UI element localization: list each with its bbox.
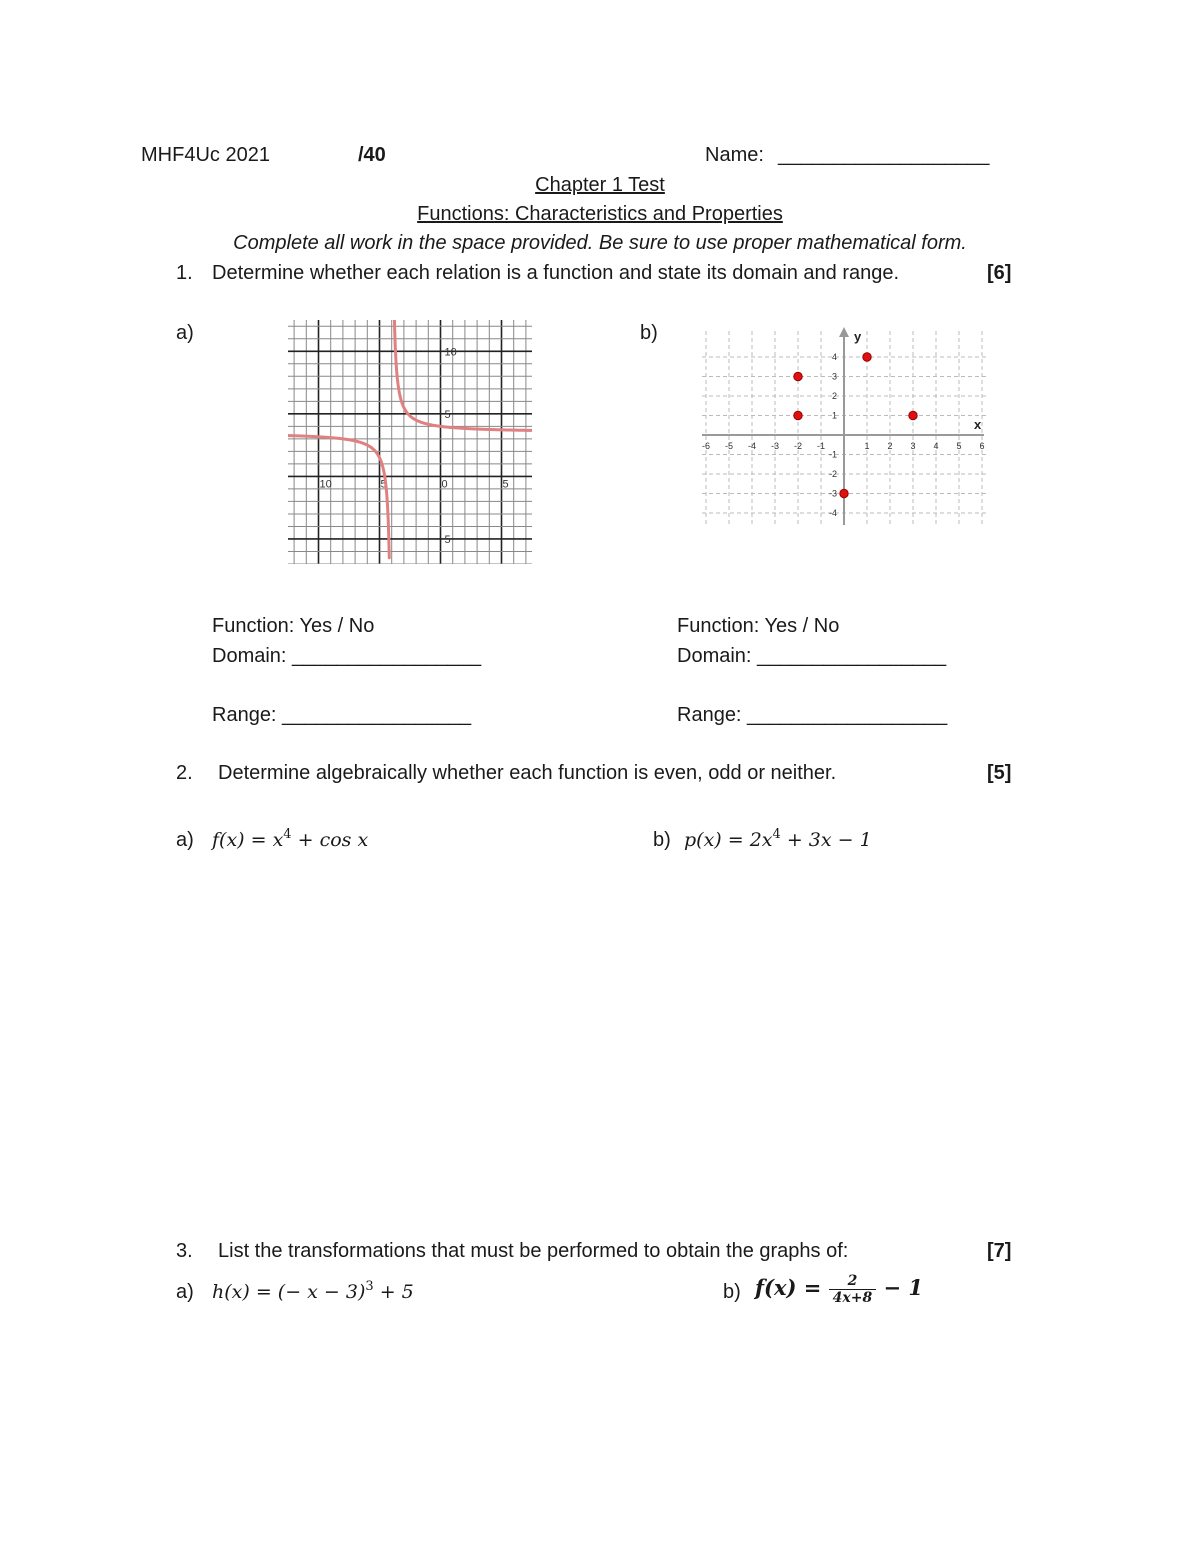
- x-tick-label: 5: [380, 478, 387, 491]
- q2-text: Determine algebraically whether each function is even, odd or neither.: [218, 762, 837, 784]
- x-tick-label: 10: [319, 478, 332, 491]
- total-score: /40: [358, 144, 386, 166]
- x-tick-label: -5: [724, 441, 734, 451]
- q3-a-label: a): [176, 1281, 194, 1303]
- x-tick-label: -4: [747, 441, 757, 451]
- test-subtitle: Functions: Characteristics and Properties: [417, 203, 783, 225]
- name-label: Name:: [705, 144, 764, 166]
- y-tick-label: -4: [828, 508, 837, 518]
- q2-b-lhs: p(x) = 2x: [684, 829, 773, 851]
- q2-b-expression: [684, 829, 872, 851]
- q1-number: 1.: [176, 262, 193, 284]
- y-axis-label: y: [854, 329, 862, 344]
- q1-b-function: Function: Yes / No: [677, 615, 840, 637]
- graph-a-rational: [288, 320, 532, 564]
- q3-a-rhs: + 5: [373, 1281, 414, 1303]
- y-tick-label: -2: [828, 469, 837, 479]
- x-tick-label: -3: [770, 441, 780, 451]
- x-tick-label: -1: [816, 441, 826, 451]
- x-tick-label: -2: [793, 441, 803, 451]
- x-tick-label: 1: [864, 441, 870, 451]
- q3-text: List the transformations that must be performed to obtain the graphs of:: [218, 1240, 849, 1262]
- data-point: [794, 372, 802, 380]
- q2-marks: [5]: [987, 762, 1012, 784]
- q3-a-exponent: 3: [365, 1279, 374, 1294]
- x-axis-label: x: [974, 417, 982, 432]
- q1-a-range[interactable]: Range: _________________: [212, 704, 472, 726]
- q2-a-rhs: + cos x: [291, 829, 369, 851]
- q3-b-rhs: − 1: [876, 1275, 924, 1300]
- q2-b-exponent: 4: [772, 827, 781, 842]
- instructions: Complete all work in the space provided. Be sure to use proper mathematical form.: [233, 232, 967, 254]
- q3-number: 3.: [176, 1240, 193, 1262]
- x-tick-label: -6: [701, 441, 711, 451]
- q2-b-label: b): [653, 829, 671, 851]
- data-point: [794, 411, 802, 419]
- x-tick-label: 2: [887, 441, 893, 451]
- name-blank[interactable]: ___________________: [778, 144, 990, 166]
- q1-text: Determine whether each relation is a function and state its domain and range.: [212, 262, 900, 284]
- y-tick-label: -1: [828, 449, 837, 460]
- y-tick-label: 2: [831, 391, 837, 401]
- data-point: [840, 489, 848, 497]
- q2-a-lhs: f(x) = x: [212, 829, 284, 851]
- y-tick-label: 4: [831, 352, 837, 362]
- y-tick-label: 3: [831, 371, 837, 382]
- q3-b-denominator: 4x+8: [832, 1290, 873, 1306]
- q1-b-range[interactable]: Range: __________________: [677, 704, 948, 726]
- q3-b-lhs: f(x) =: [755, 1275, 829, 1300]
- q2-a-exponent: 4: [283, 827, 292, 842]
- q1-a-function: Function: Yes / No: [212, 615, 375, 637]
- data-point: [863, 353, 871, 361]
- y-tick-label: -3: [828, 488, 837, 499]
- y-tick-label: 10: [444, 346, 457, 359]
- x-tick-label: 6: [979, 441, 985, 451]
- y-tick-label: 5: [444, 408, 451, 421]
- y-axis-arrow: [839, 327, 849, 337]
- y-tick-label: 5: [444, 533, 451, 546]
- graph-b-scatter: [700, 325, 988, 527]
- x-tick-label: 4: [933, 441, 939, 451]
- q1-b-label: b): [640, 322, 658, 344]
- q3-b-numerator: 2: [829, 1273, 877, 1290]
- q3-b-fraction: [829, 1273, 877, 1306]
- q1-marks: [6]: [987, 262, 1012, 284]
- q3-a-lhs: h(x) = (− x − 3): [212, 1281, 366, 1303]
- course-code: MHF4Uc 2021: [141, 144, 270, 166]
- q2-a-label: a): [176, 829, 194, 851]
- y-tick-label: 1: [831, 410, 837, 421]
- x-tick-label: 5: [956, 441, 962, 451]
- q3-b-expression: [755, 1268, 923, 1308]
- test-title: Chapter 1 Test: [535, 174, 665, 196]
- data-point: [909, 411, 917, 419]
- x-tick-label: 3: [910, 441, 916, 451]
- q1-a-domain[interactable]: Domain: _________________: [212, 645, 482, 667]
- q3-a-expression: [212, 1281, 414, 1303]
- q1-b-domain[interactable]: Domain: _________________: [677, 645, 947, 667]
- q2-number: 2.: [176, 762, 193, 784]
- q2-a-expression: [212, 829, 368, 851]
- q3-marks: [7]: [987, 1240, 1012, 1262]
- x-tick-label: 0: [441, 478, 448, 491]
- q1-a-label: a): [176, 322, 194, 344]
- q3-b-label: b): [723, 1281, 741, 1303]
- x-tick-label: 5: [502, 478, 509, 491]
- q2-b-rhs: + 3x − 1: [780, 829, 872, 851]
